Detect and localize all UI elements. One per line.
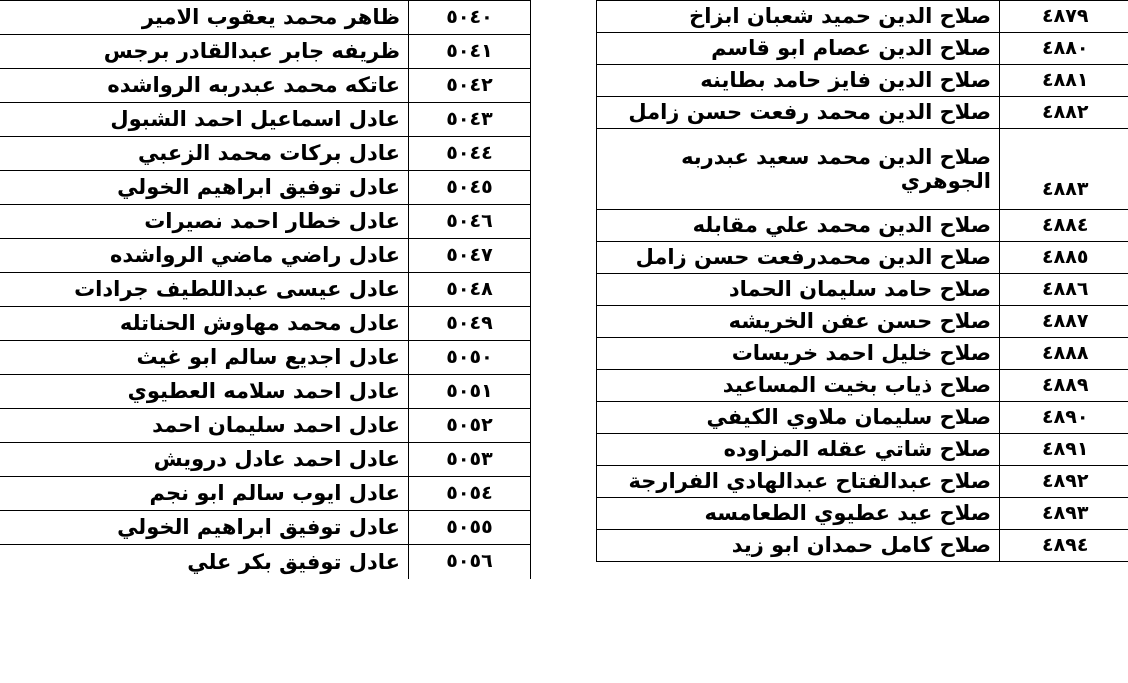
serial-number: ٥٠٤٤ xyxy=(409,137,531,171)
serial-number: ٥٠٤٦ xyxy=(409,205,531,239)
person-name xyxy=(597,129,1000,210)
serial-number: ٥٠٥٢ xyxy=(409,409,531,443)
table-row xyxy=(0,443,531,477)
table-row xyxy=(597,274,1128,306)
person-name: صلاح الدين محمد رفعت حسن زامل xyxy=(597,97,1000,129)
serial-number: ٤٨٩١ xyxy=(1000,434,1128,466)
table-row xyxy=(597,370,1128,402)
person-name: صلاح الدين عصام ابو قاسم xyxy=(597,33,1000,65)
serial-number: ٥٠٥٦ xyxy=(409,545,531,579)
table-row xyxy=(597,33,1128,65)
names-table-left xyxy=(0,0,531,579)
serial-number: ٤٨٨٢ xyxy=(1000,97,1128,129)
person-name: صلاح ذياب بخيت المساعيد xyxy=(597,370,1000,402)
person-name: عاتكه محمد عبدربه الرواشده xyxy=(0,69,409,103)
person-name: عادل احمد سليمان احمد xyxy=(0,409,409,443)
person-name: صلاح الدين حميد شعبان ابزاخ xyxy=(597,1,1000,33)
person-name: عادل عيسى عبداللطيف جرادات xyxy=(0,273,409,307)
table-row xyxy=(0,341,531,375)
person-name: عادل محمد مهاوش الحناتله xyxy=(0,307,409,341)
serial-number: ٥٠٥٤ xyxy=(409,477,531,511)
table-row xyxy=(597,65,1128,97)
person-name: صلاح خليل احمد خريسات xyxy=(597,338,1000,370)
serial-number: ٤٨٨١ xyxy=(1000,65,1128,97)
table-row xyxy=(0,409,531,443)
person-name: عادل خطار احمد نصيرات xyxy=(0,205,409,239)
person-name: عادل توفيق بكر علي xyxy=(0,545,409,579)
serial-number: ٤٨٨٣ xyxy=(1000,129,1128,210)
table-row xyxy=(597,402,1128,434)
table-row xyxy=(0,307,531,341)
table-row xyxy=(0,1,531,35)
person-name-line-1: صلاح الدين محمد سعيد عبدربه xyxy=(681,144,991,169)
person-name-line-2: الجوهري xyxy=(900,169,991,193)
table-row xyxy=(597,466,1128,498)
table-row xyxy=(0,69,531,103)
table-row xyxy=(597,97,1128,129)
person-name: عادل ايوب سالم ابو نجم xyxy=(0,477,409,511)
serial-number: ٥٠٤٨ xyxy=(409,273,531,307)
person-name: ظاهر محمد يعقوب الامير xyxy=(0,1,409,35)
table-row xyxy=(0,205,531,239)
person-name: صلاح الدين محمدرفعت حسن زامل xyxy=(597,242,1000,274)
table-row xyxy=(597,306,1128,338)
serial-number: ٥٠٥١ xyxy=(409,375,531,409)
person-name: صلاح حسن عفن الخريشه xyxy=(597,306,1000,338)
table-row xyxy=(0,477,531,511)
serial-number: ٤٨٩٤ xyxy=(1000,530,1128,562)
table-row xyxy=(597,338,1128,370)
table-row xyxy=(0,545,531,579)
person-name: عادل توفيق ابراهيم الخولي xyxy=(0,171,409,205)
serial-number: ٤٨٨٧ xyxy=(1000,306,1128,338)
person-name: ظريفه جابر عبدالقادر برجس xyxy=(0,35,409,69)
table-row xyxy=(597,210,1128,242)
serial-number: ٥٠٤١ xyxy=(409,35,531,69)
person-name: عادل احمد سلامه العطيوي xyxy=(0,375,409,409)
serial-number: ٥٠٤٣ xyxy=(409,103,531,137)
person-name: عادل توفيق ابراهيم الخولي xyxy=(0,511,409,545)
serial-number: ٥٠٤٧ xyxy=(409,239,531,273)
serial-number: ٤٨٨٥ xyxy=(1000,242,1128,274)
serial-number: ٤٨٨٤ xyxy=(1000,210,1128,242)
serial-number: ٤٨٨٩ xyxy=(1000,370,1128,402)
person-name: صلاح عبدالفتاح عبدالهادي الفرارجة xyxy=(597,466,1000,498)
table-row xyxy=(0,137,531,171)
serial-number: ٥٠٤٥ xyxy=(409,171,531,205)
serial-number: ٥٠٤٩ xyxy=(409,307,531,341)
person-name: عادل اجديع سالم ابو غيث xyxy=(0,341,409,375)
table-row xyxy=(597,498,1128,530)
person-name: صلاح الدين فايز حامد بطاينه xyxy=(597,65,1000,97)
serial-number: ٤٨٩٠ xyxy=(1000,402,1128,434)
table-row xyxy=(597,530,1128,562)
serial-number: ٤٨٨٠ xyxy=(1000,33,1128,65)
table-row xyxy=(0,171,531,205)
serial-number: ٤٨٨٦ xyxy=(1000,274,1128,306)
table-row xyxy=(0,273,531,307)
person-name: عادل اسماعيل احمد الشبول xyxy=(0,103,409,137)
serial-number: ٤٨٩٢ xyxy=(1000,466,1128,498)
table-row xyxy=(0,375,531,409)
table-row xyxy=(597,1,1128,33)
serial-number: ٥٠٥٥ xyxy=(409,511,531,545)
person-name: صلاح سليمان ملاوي الكيفي xyxy=(597,402,1000,434)
person-name: صلاح عيد عطيوي الطعامسه xyxy=(597,498,1000,530)
person-name: عادل احمد عادل درويش xyxy=(0,443,409,477)
table-row xyxy=(0,35,531,69)
serial-number: ٥٠٥٠ xyxy=(409,341,531,375)
person-name: صلاح شاتي عقله المزاوده xyxy=(597,434,1000,466)
person-name: صلاح الدين محمد علي مقابله xyxy=(597,210,1000,242)
serial-number: ٥٠٤٢ xyxy=(409,69,531,103)
person-name: صلاح حامد سليمان الحماد xyxy=(597,274,1000,306)
table-row xyxy=(597,434,1128,466)
serial-number: ٤٨٧٩ xyxy=(1000,1,1128,33)
person-name: صلاح كامل حمدان ابو زيد xyxy=(597,530,1000,562)
serial-number: ٤٨٨٨ xyxy=(1000,338,1128,370)
table-row xyxy=(597,129,1128,210)
table-row xyxy=(0,239,531,273)
person-name: عادل راضي ماضي الرواشده xyxy=(0,239,409,273)
table-row xyxy=(0,511,531,545)
person-name: عادل بركات محمد الزعبي xyxy=(0,137,409,171)
serial-number: ٥٠٤٠ xyxy=(409,1,531,35)
names-table-right xyxy=(596,0,1128,562)
table-row xyxy=(0,103,531,137)
table-row xyxy=(597,242,1128,274)
serial-number: ٥٠٥٣ xyxy=(409,443,531,477)
serial-number: ٤٨٩٣ xyxy=(1000,498,1128,530)
